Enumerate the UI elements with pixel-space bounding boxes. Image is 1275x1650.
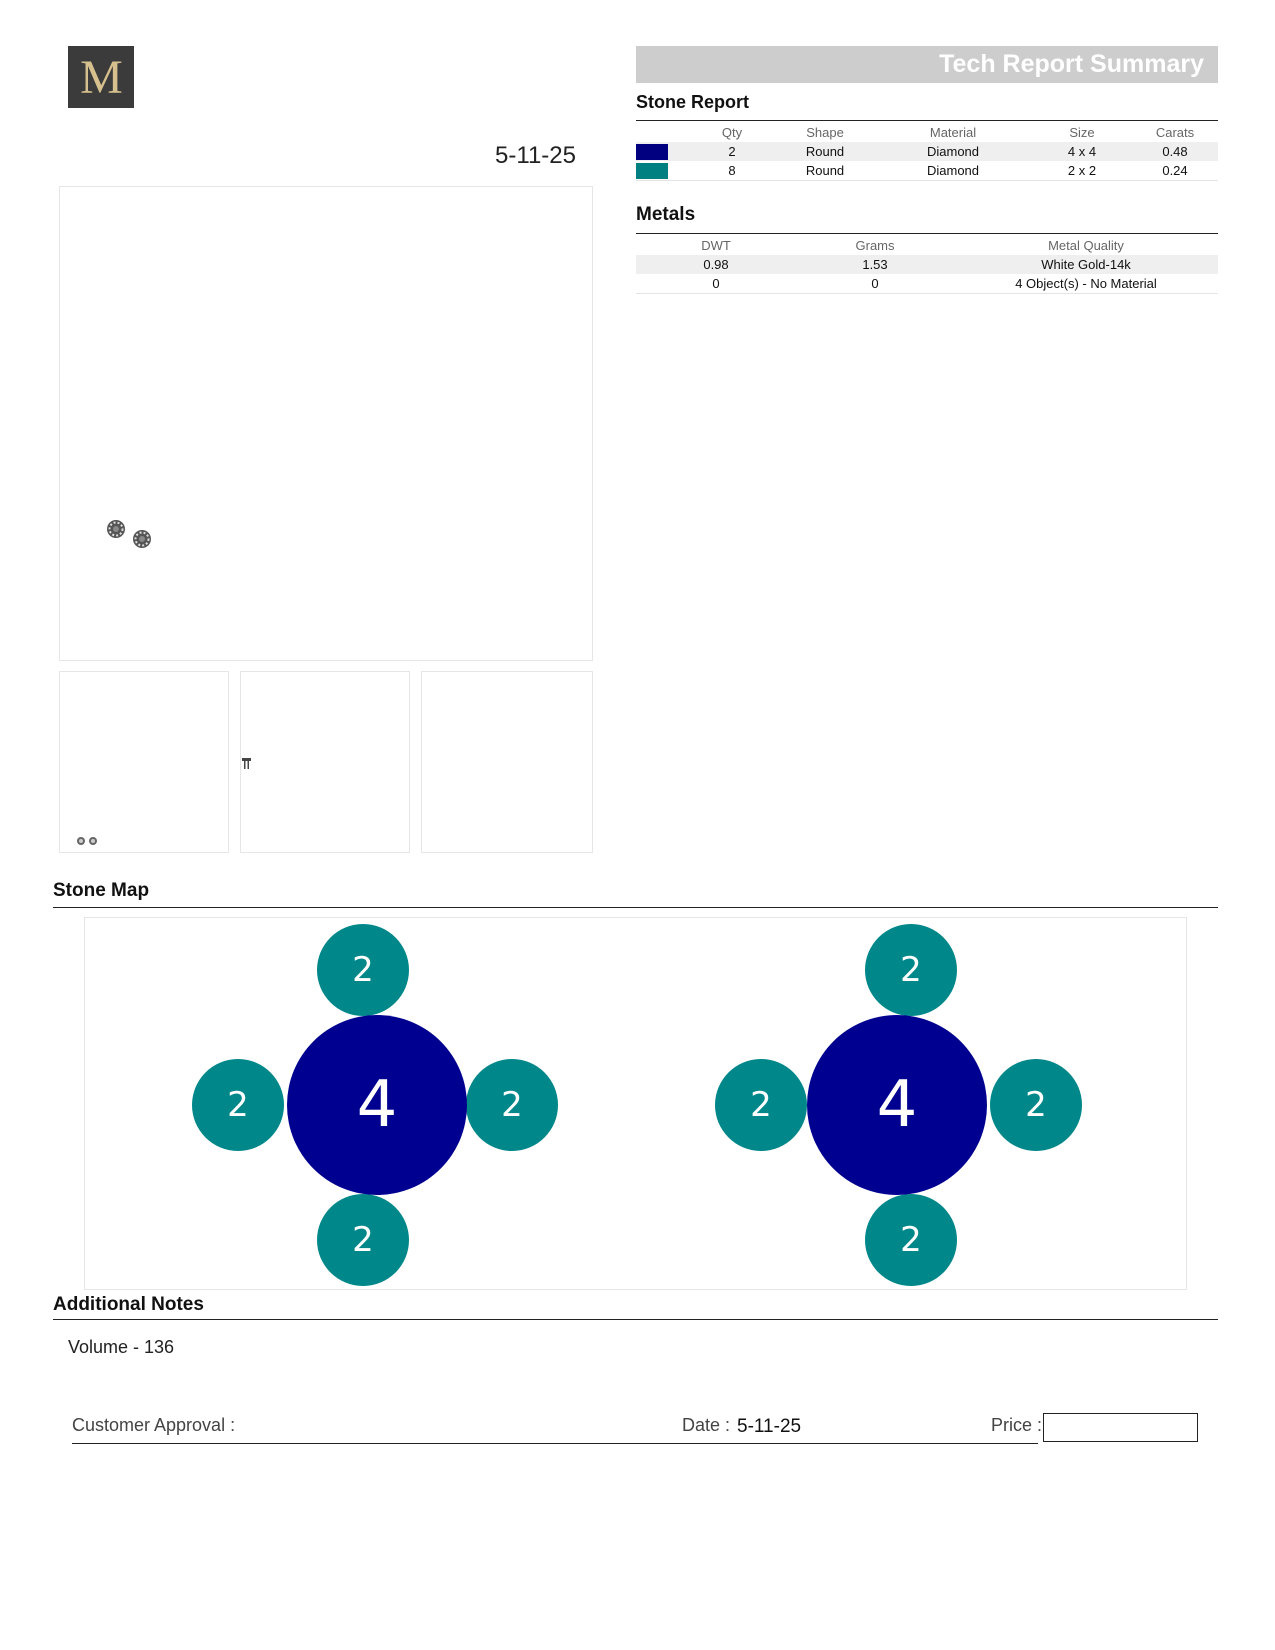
table-row — [636, 142, 1218, 161]
material-cell: Diamond — [874, 142, 1032, 161]
notes-title: Additional Notes — [53, 1294, 204, 1315]
stone-map-rule — [53, 907, 1218, 908]
metals-rule — [636, 233, 1218, 234]
main-render-view — [59, 186, 593, 661]
carats-cell: 0.48 — [1132, 142, 1218, 161]
col-grams: Grams — [855, 237, 895, 253]
qty-cell: 8 — [688, 161, 776, 181]
ring-render-graphic — [60, 187, 594, 662]
accent-stone-top: 2 — [865, 924, 957, 1016]
shape-cell: Round — [776, 142, 874, 161]
report-title: Tech Report Summary — [939, 50, 1204, 78]
center-stone: 4 — [807, 1015, 987, 1195]
thumbnail-graphic-2 — [241, 672, 411, 854]
shape-cell: Round — [776, 161, 874, 181]
stone-map-view — [84, 917, 1187, 1290]
table-row — [636, 274, 1218, 294]
col-dwt: DWT — [701, 237, 731, 253]
accent-stone-right: 2 — [466, 1059, 558, 1151]
accent-stone-top: 2 — [317, 924, 409, 1016]
carats-cell: 0.24 — [1132, 161, 1218, 181]
quality-cell: White Gold-14k — [954, 255, 1218, 274]
metals-header — [636, 235, 1218, 255]
dwt-cell: 0.98 — [636, 255, 796, 274]
thumbnail-view-3 — [421, 671, 593, 853]
col-qty: Qty — [721, 124, 743, 140]
col-metal-quality: Metal Quality — [1048, 237, 1124, 253]
price-field[interactable] — [1043, 1413, 1198, 1442]
dwt-cell: 0 — [636, 274, 796, 294]
date-label: Date : — [682, 1415, 731, 1435]
stone-report-rule — [636, 120, 1218, 121]
size-cell: 4 x 4 — [1032, 142, 1132, 161]
stone-color-swatch — [636, 144, 668, 160]
accent-stone-left: 2 — [715, 1059, 807, 1151]
table-row — [636, 161, 1218, 181]
grams-cell: 0 — [796, 274, 954, 294]
stone-color-swatch — [636, 163, 668, 179]
qty-cell: 2 — [688, 142, 776, 161]
color-cell — [636, 161, 688, 181]
header-date: 5-11-25 — [495, 142, 576, 169]
stone-map-title: Stone Map — [53, 880, 150, 901]
col-carats: Carats — [1155, 124, 1195, 140]
col-color — [636, 122, 688, 142]
metals-table — [636, 235, 1218, 294]
report-title-bar — [636, 46, 1218, 83]
size-cell: 2 x 2 — [1032, 161, 1132, 181]
accent-stone-bottom: 2 — [865, 1194, 957, 1286]
col-size: Size — [1069, 124, 1095, 140]
company-logo — [68, 46, 134, 108]
notes-text: Volume - 136 — [68, 1337, 175, 1357]
approval-signature-line — [72, 1443, 1038, 1444]
metals-title: Metals — [636, 204, 696, 225]
color-cell — [636, 142, 688, 161]
customer-approval-label: Customer Approval : — [72, 1415, 236, 1435]
accent-stone-right: 2 — [990, 1059, 1082, 1151]
price-label: Price : — [991, 1415, 1043, 1435]
stone-report-title: Stone Report — [636, 92, 750, 112]
stone-icon-b — [133, 530, 151, 548]
thumbnail-view-1 — [59, 671, 229, 853]
col-material: Material — [929, 124, 977, 140]
thumbnail-graphic-1 — [60, 672, 230, 854]
table-row — [636, 255, 1218, 274]
accent-stone-bottom: 2 — [317, 1194, 409, 1286]
grams-cell: 1.53 — [796, 255, 954, 274]
thumbnail-view-2 — [240, 671, 410, 853]
quality-cell: 4 Object(s) - No Material — [954, 274, 1218, 294]
notes-rule — [53, 1319, 1218, 1320]
stone-icon-a — [107, 520, 125, 538]
center-stone: 4 — [287, 1015, 467, 1195]
stone-report-table — [636, 122, 1218, 181]
stone-report-header — [636, 122, 1218, 142]
material-cell: Diamond — [874, 161, 1032, 181]
logo-letter: M — [80, 50, 122, 104]
accent-stone-left: 2 — [192, 1059, 284, 1151]
date-value: 5-11-25 — [737, 1416, 802, 1437]
col-shape: Shape — [806, 124, 844, 140]
